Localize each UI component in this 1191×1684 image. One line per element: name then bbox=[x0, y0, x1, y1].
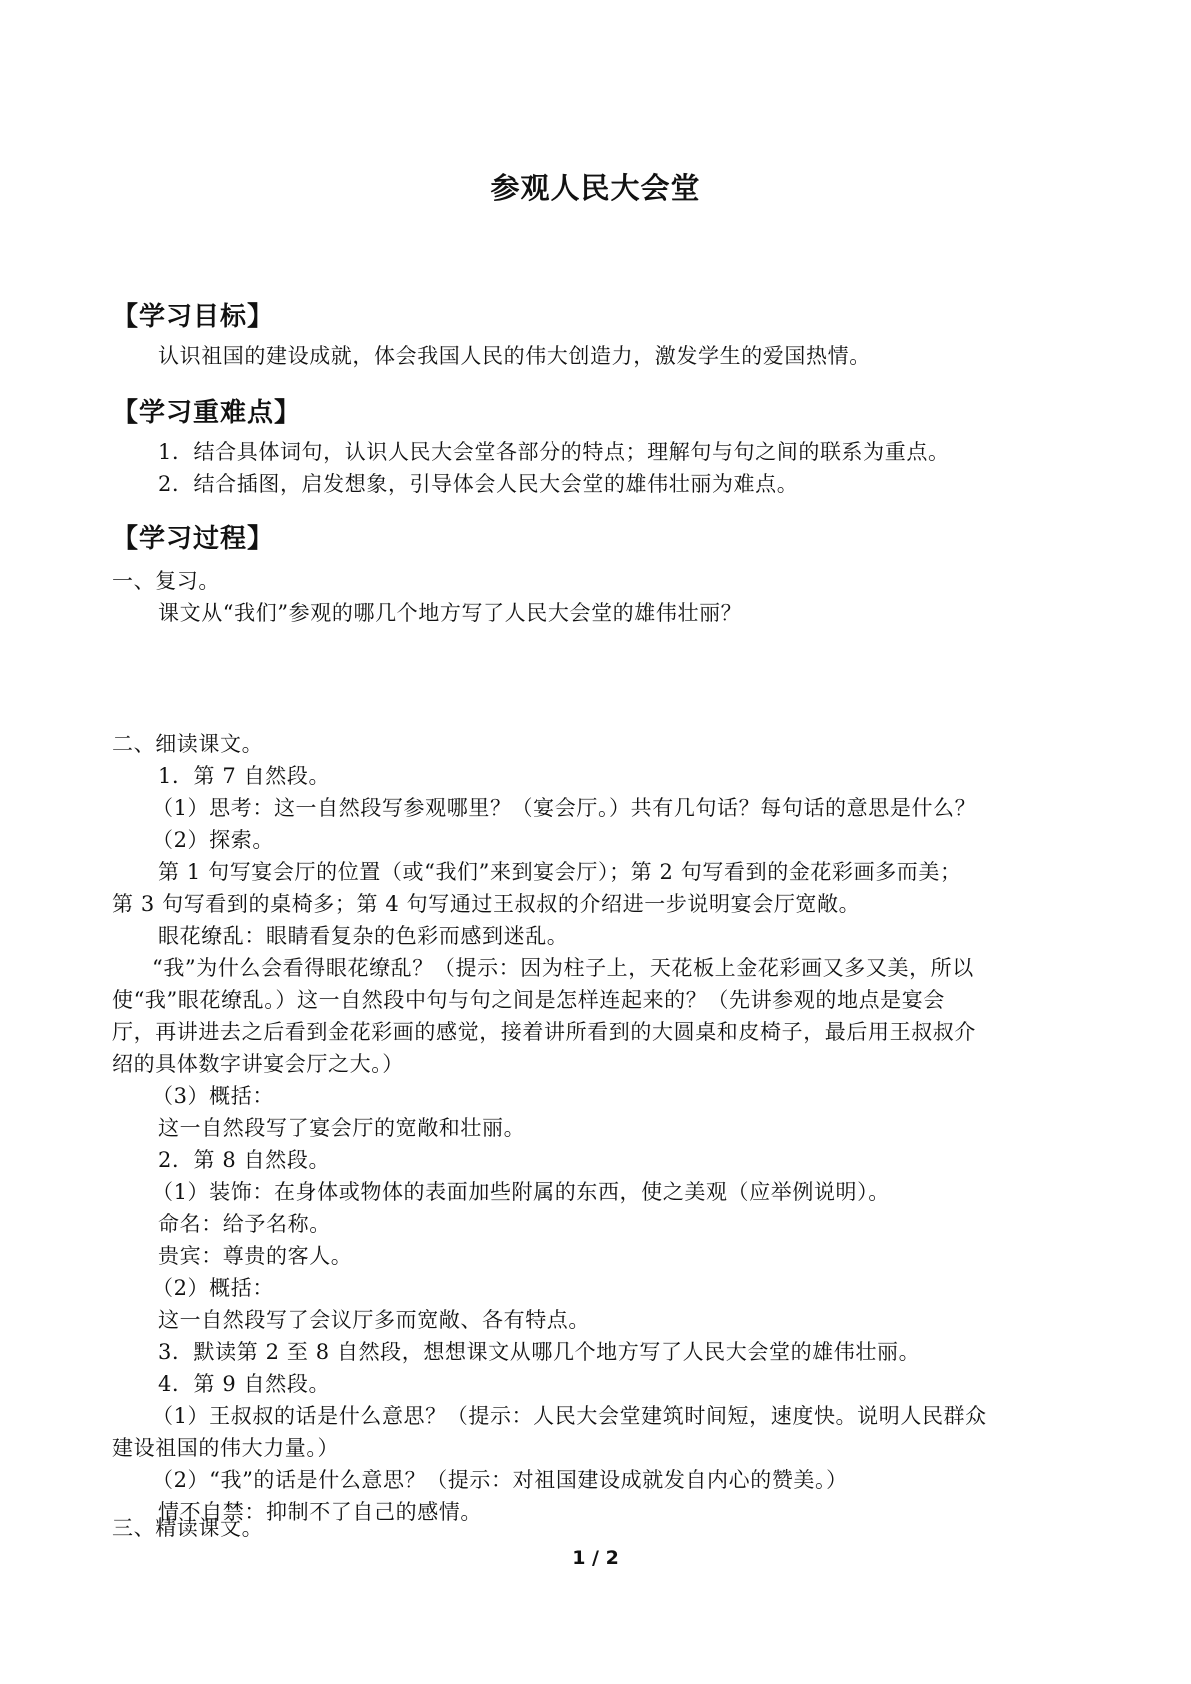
text-line: 绍的具体数字讲宴会厅之大。） bbox=[112, 1052, 404, 1076]
section-close-reading: 二、细读课文。 bbox=[112, 732, 264, 756]
key-point-2: 2．结合插图，启发想象，引导体会人民大会堂的雄伟壮丽为难点。 bbox=[158, 472, 799, 496]
heading-learning-process: 【学习过程】 bbox=[112, 524, 275, 554]
text-line: （2）概括： bbox=[152, 1276, 274, 1300]
text-line: 这一自然段写了宴会厅的宽敞和壮丽。 bbox=[158, 1116, 526, 1140]
vocab-line: 命名：给予名称。 bbox=[158, 1212, 331, 1236]
text-line: 这一自然段写了会议厅多而宽敞、各有特点。 bbox=[158, 1308, 590, 1332]
text-line: （2）“我”的话是什么意思？（提示：对祖国建设成就发自内心的赞美。） bbox=[152, 1468, 848, 1492]
vocab-line: 贵宾：尊贵的客人。 bbox=[158, 1244, 353, 1268]
paragraph-8-heading: 2．第 8 自然段。 bbox=[158, 1148, 331, 1172]
paragraph-7-heading: 1．第 7 自然段。 bbox=[158, 764, 331, 788]
text-line: （1）王叔叔的话是什么意思？（提示：人民大会堂建筑时间短，速度快。说明人民群众 bbox=[152, 1404, 987, 1428]
goal-text: 认识祖国的建设成就，体会我国人民的伟大创造力，激发学生的爱国热情。 bbox=[158, 344, 871, 368]
page-title: 参观人民大会堂 bbox=[490, 171, 701, 205]
heading-learning-goals: 【学习目标】 bbox=[112, 302, 275, 332]
text-line: “我”为什么会看得眼花缭乱？（提示：因为柱子上，天花板上金花彩画又多又美，所以 bbox=[152, 956, 974, 980]
text-line: 建设祖国的伟大力量。） bbox=[112, 1436, 340, 1460]
text-line: （3）概括： bbox=[152, 1084, 274, 1108]
text-line: 第 1 句写宴会厅的位置（或“我们”来到宴会厅）；第 2 句写看到的金花彩画多而美； bbox=[158, 860, 962, 884]
text-line: （1）思考：这一自然段写参观哪里？（宴会厅。）共有几句话？每句话的意思是什么？ bbox=[152, 796, 977, 820]
paragraph-9-heading: 4．第 9 自然段。 bbox=[158, 1372, 331, 1396]
page-number: 1 / 2 bbox=[572, 1547, 619, 1569]
text-line: 使“我”眼花缭乱。）这一自然段中句与句之间是怎样连起来的？（先讲参观的地点是宴会 bbox=[112, 988, 945, 1012]
vocab-line: 眼花缭乱：眼睛看复杂的色彩而感到迷乱。 bbox=[158, 924, 569, 948]
vocab-line: 情不自禁：抑制不了自己的感情。 bbox=[158, 1500, 482, 1524]
text-line: 厅，再讲进去之后看到金花彩画的感觉，接着讲所看到的大圆桌和皮椅子，最后用王叔叔介 bbox=[112, 1020, 976, 1044]
vocab-line: （1）装饰：在身体或物体的表面加些附属的东西，使之美观（应举例说明）。 bbox=[152, 1180, 890, 1204]
section-intensive-reading: 三、精读课文。 bbox=[112, 1516, 264, 1540]
text-line: 3．默读第 2 至 8 自然段，想想课文从哪几个地方写了人民大会堂的雄伟壮丽。 bbox=[158, 1340, 921, 1364]
text-line: 第 3 句写看到的桌椅多；第 4 句写通过王叔叔的介绍进一步说明宴会厅宽敞。 bbox=[112, 892, 861, 916]
section-review: 一、复习。 bbox=[112, 569, 220, 593]
review-question: 课文从“我们”参观的哪几个地方写了人民大会堂的雄伟壮丽？ bbox=[158, 601, 743, 625]
key-point-1: 1．结合具体词句，认识人民大会堂各部分的特点；理解句与句之间的联系为重点。 bbox=[158, 440, 950, 464]
text-line: （2）探索。 bbox=[152, 828, 274, 852]
heading-key-points: 【学习重难点】 bbox=[112, 398, 302, 428]
